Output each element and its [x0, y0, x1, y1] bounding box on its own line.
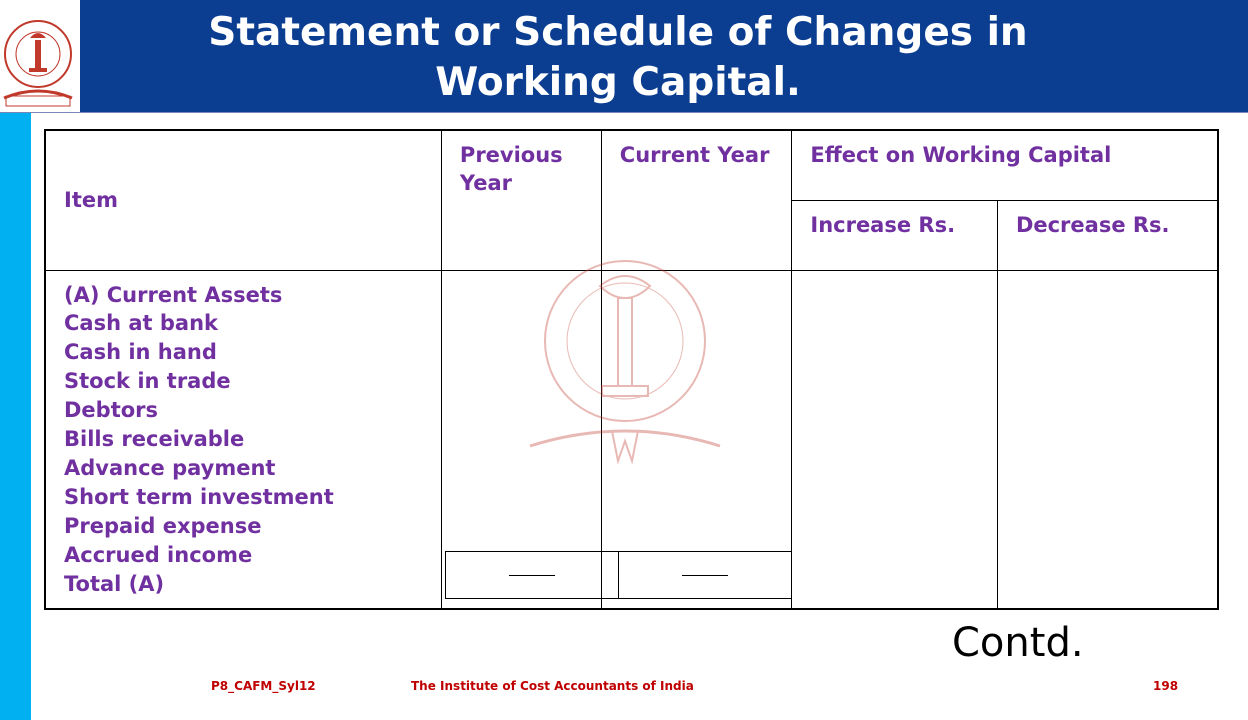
list-item: Debtors: [64, 398, 159, 423]
total-underline: [682, 575, 728, 576]
increase-cell: [792, 270, 998, 609]
effect-header: Effect on Working Capital: [792, 130, 1218, 200]
current-year-total-box: [619, 552, 791, 598]
left-accent-bar: [0, 112, 31, 720]
list-item: Short term investment: [64, 484, 334, 509]
list-item: (A) Current Assets: [64, 282, 283, 307]
title-line-2: Working Capital.: [435, 60, 801, 105]
total-boxes: [445, 551, 792, 599]
list-item: Cash at bank: [64, 311, 218, 336]
list-item: Accrued income: [64, 542, 253, 567]
item-header: Item: [45, 130, 441, 270]
list-item: Prepaid expense: [64, 513, 262, 538]
items-list: [45, 270, 441, 609]
list-item: Total (A): [64, 571, 165, 596]
increase-header: Increase Rs.: [792, 200, 998, 270]
previous-year-total-box: [446, 552, 619, 598]
institute-watermark: [520, 236, 730, 476]
previous-year-header: Previous Year: [441, 130, 601, 270]
continued-label: Contd.: [952, 620, 1084, 666]
list-item: Cash in hand: [64, 340, 217, 365]
current-year-header: Current Year: [601, 130, 792, 270]
institute-logo: [0, 0, 80, 112]
decrease-header: Decrease Rs.: [997, 200, 1218, 270]
footer-institute: The Institute of Cost Accountants of India: [411, 679, 694, 693]
slide-header: [0, 0, 1248, 113]
list-item: Advance payment: [64, 455, 276, 480]
list-item: Bills receivable: [64, 427, 245, 452]
slide-title: [80, 8, 1156, 108]
institute-seal-icon: [0, 0, 80, 112]
footer-code: P8_CAFM_Syl12: [211, 679, 316, 693]
footer-page-number: 198: [1153, 679, 1179, 693]
decrease-cell: [997, 270, 1218, 609]
total-underline: [509, 575, 555, 576]
title-line-1: Statement or Schedule of Changes in: [208, 10, 1028, 55]
list-item: Stock in trade: [64, 369, 231, 394]
